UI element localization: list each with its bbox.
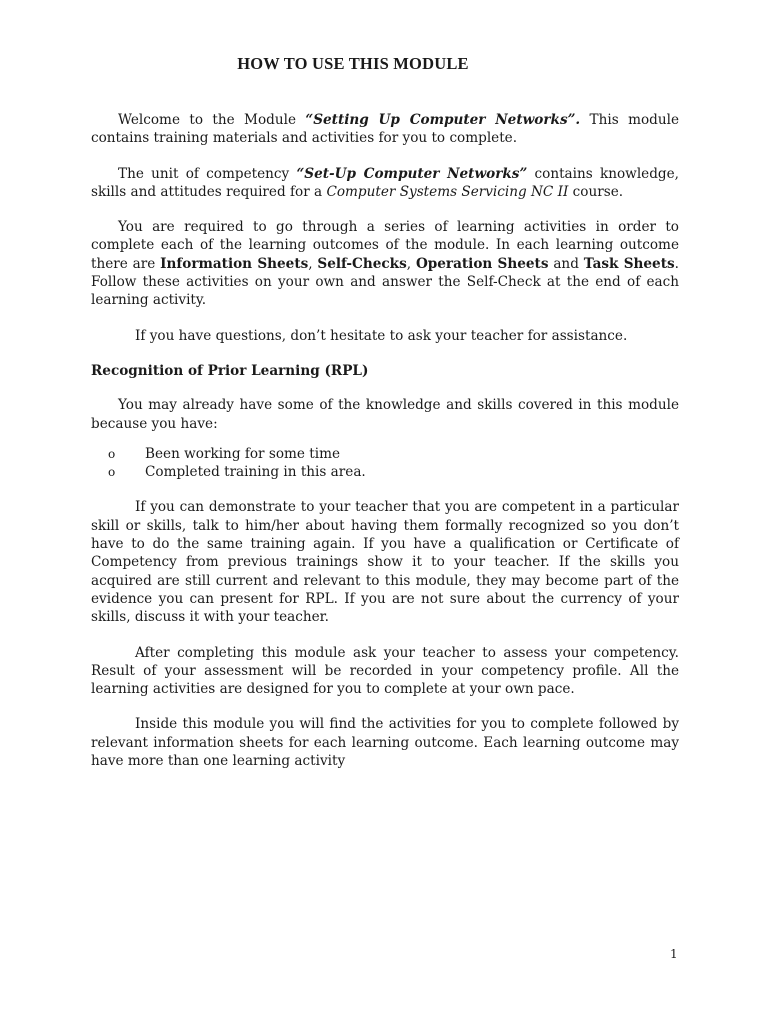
welcome-paragraph (91, 111, 679, 148)
demonstrate-paragraph: If you can demonstrate to your teacher that you are competent in a particular skill or skills, talk to him/her about having them formally recognized so you don’t have to do the same training again. If you have a qualification or Certificate of Competency from previous trainings show it to your teacher. If the skills you acquired are still current and relevant to this module, they may become part of the evidence you can present for RPL. If you are not sure about the currency of your skills, discuss it with your teacher. (91, 499, 679, 626)
assessment-paragraph: After completing this module ask your teacher to assess your competency. Result of your assessment will be recorded in your competency profile. All the learning activities are designed for you to complete at your own pace. (91, 644, 679, 698)
page-number: 1 (670, 947, 678, 961)
self-checks-term: Self-Checks (317, 255, 407, 272)
separator: , (406, 255, 416, 272)
list-item-text: Been working for some time (145, 445, 341, 462)
questions-paragraph: If you have questions, don’t hesitate to ask your teacher for assistance. (135, 327, 628, 344)
list-item-text: Completed training in this area. (145, 464, 366, 481)
activities-paragraph (91, 218, 679, 309)
module-contents-paragraph: Inside this module you will find the activities for you to complete followed by relevant information sheets for each learning outcome. Each learning outcome may have more than one learning activity (91, 716, 679, 770)
activities-text: You are required to go through a series of learning activities in order to complete each of the learning outcomes of the module. In each learning outcome there are (91, 219, 679, 272)
competency-paragraph (91, 165, 679, 202)
separator: , (308, 255, 318, 272)
document-body (91, 111, 679, 787)
competency-text: The unit of competency (118, 165, 297, 182)
module-name: “Setting Up Computer Networks”. (305, 112, 581, 128)
task-sheets-term: Task Sheets (583, 255, 675, 272)
experience-list (91, 445, 679, 482)
activities-text-end: . Follow these activities on your own and answer the Self-Check at the end of each learning activity. (91, 255, 679, 309)
competency-text-end: course. (568, 183, 624, 200)
bullet-mark: o (108, 446, 116, 461)
bullet-mark: o (108, 465, 116, 480)
operation-sheets-term: Operation Sheets (415, 255, 549, 272)
rpl-heading: Recognition of Prior Learning (RPL) (91, 362, 369, 379)
course-name: Computer Systems Servicing NC II (326, 183, 569, 200)
competency-name: “Set-Up Computer Networks” (296, 165, 528, 182)
page-title: HOW TO USE THIS MODULE (237, 54, 469, 73)
list-item (91, 463, 679, 481)
welcome-text-end: This module contains training materials and activities for you to complete. (91, 112, 680, 147)
information-sheets-term: Information Sheets (160, 255, 309, 272)
competency-text-mid: contains knowledge, skills and attitudes required for a (91, 165, 679, 200)
welcome-text: Welcome to the Module (118, 112, 306, 128)
rpl-intro-paragraph: You may already have some of the knowledge and skills covered in this module because you have: (91, 397, 679, 432)
separator: and (548, 255, 584, 272)
list-item (91, 445, 679, 463)
